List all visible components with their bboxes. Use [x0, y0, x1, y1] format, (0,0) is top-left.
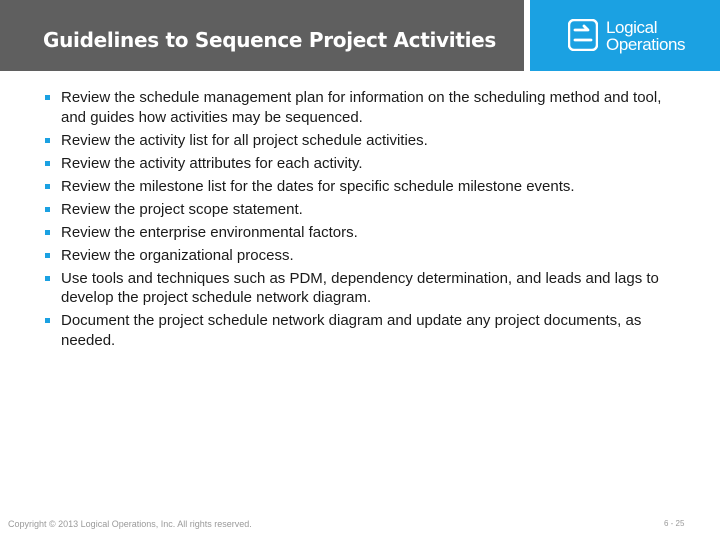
bullet-square-icon [45, 318, 50, 323]
footer-page-number: 6 - 25 [664, 519, 685, 528]
bullet-square-icon [45, 184, 50, 189]
bullet-square-icon [45, 253, 50, 258]
bullet-text: Review the schedule management plan for information on the scheduling method and tool, and guides how activities may be sequenced. [61, 89, 662, 126]
bullet-item [42, 154, 672, 174]
bullet-item [42, 177, 672, 197]
bullet-item [42, 131, 672, 151]
logical-operations-logo-icon [568, 19, 598, 51]
bullet-item [42, 200, 672, 220]
bullet-list [42, 88, 672, 350]
slide-content [42, 88, 672, 354]
bullet-item [42, 88, 672, 127]
bullet-text: Review the milestone list for the dates for specific schedule milestone events. [61, 177, 575, 195]
bullet-text: Use tools and techniques such as PDM, dependency determination, and leads and lags to develop the project schedule network diagram. [61, 269, 659, 306]
bullet-item [42, 246, 672, 266]
bullet-square-icon [45, 230, 50, 235]
title-bar [0, 0, 524, 71]
bullet-item [42, 223, 672, 243]
bullet-square-icon [45, 207, 50, 212]
bullet-text: Document the project schedule network diagram and update any project documents, as needed. [61, 312, 642, 349]
bullet-item [42, 311, 672, 350]
logo-text-line2: Operations [606, 35, 686, 54]
logo-text-line1: Logical [606, 18, 658, 37]
bullet-text: Review the project scope statement. [61, 200, 303, 218]
bullet-text: Review the activity attributes for each activity. [61, 154, 363, 172]
bullet-square-icon [45, 161, 50, 166]
bullet-item [42, 269, 672, 308]
bullet-square-icon [45, 95, 50, 100]
bullet-text: Review the organizational process. [61, 246, 294, 264]
bullet-text: Review the enterprise environmental factors. [61, 223, 358, 241]
bullet-text: Review the activity list for all project schedule activities. [61, 131, 428, 149]
bullet-square-icon [45, 138, 50, 143]
footer-copyright: Copyright © 2013 Logical Operations, Inc. All rights reserved. [8, 519, 252, 529]
logo [530, 0, 720, 71]
slide-title: Guidelines to Sequence Project Activities [43, 28, 497, 52]
bullet-square-icon [45, 276, 50, 281]
